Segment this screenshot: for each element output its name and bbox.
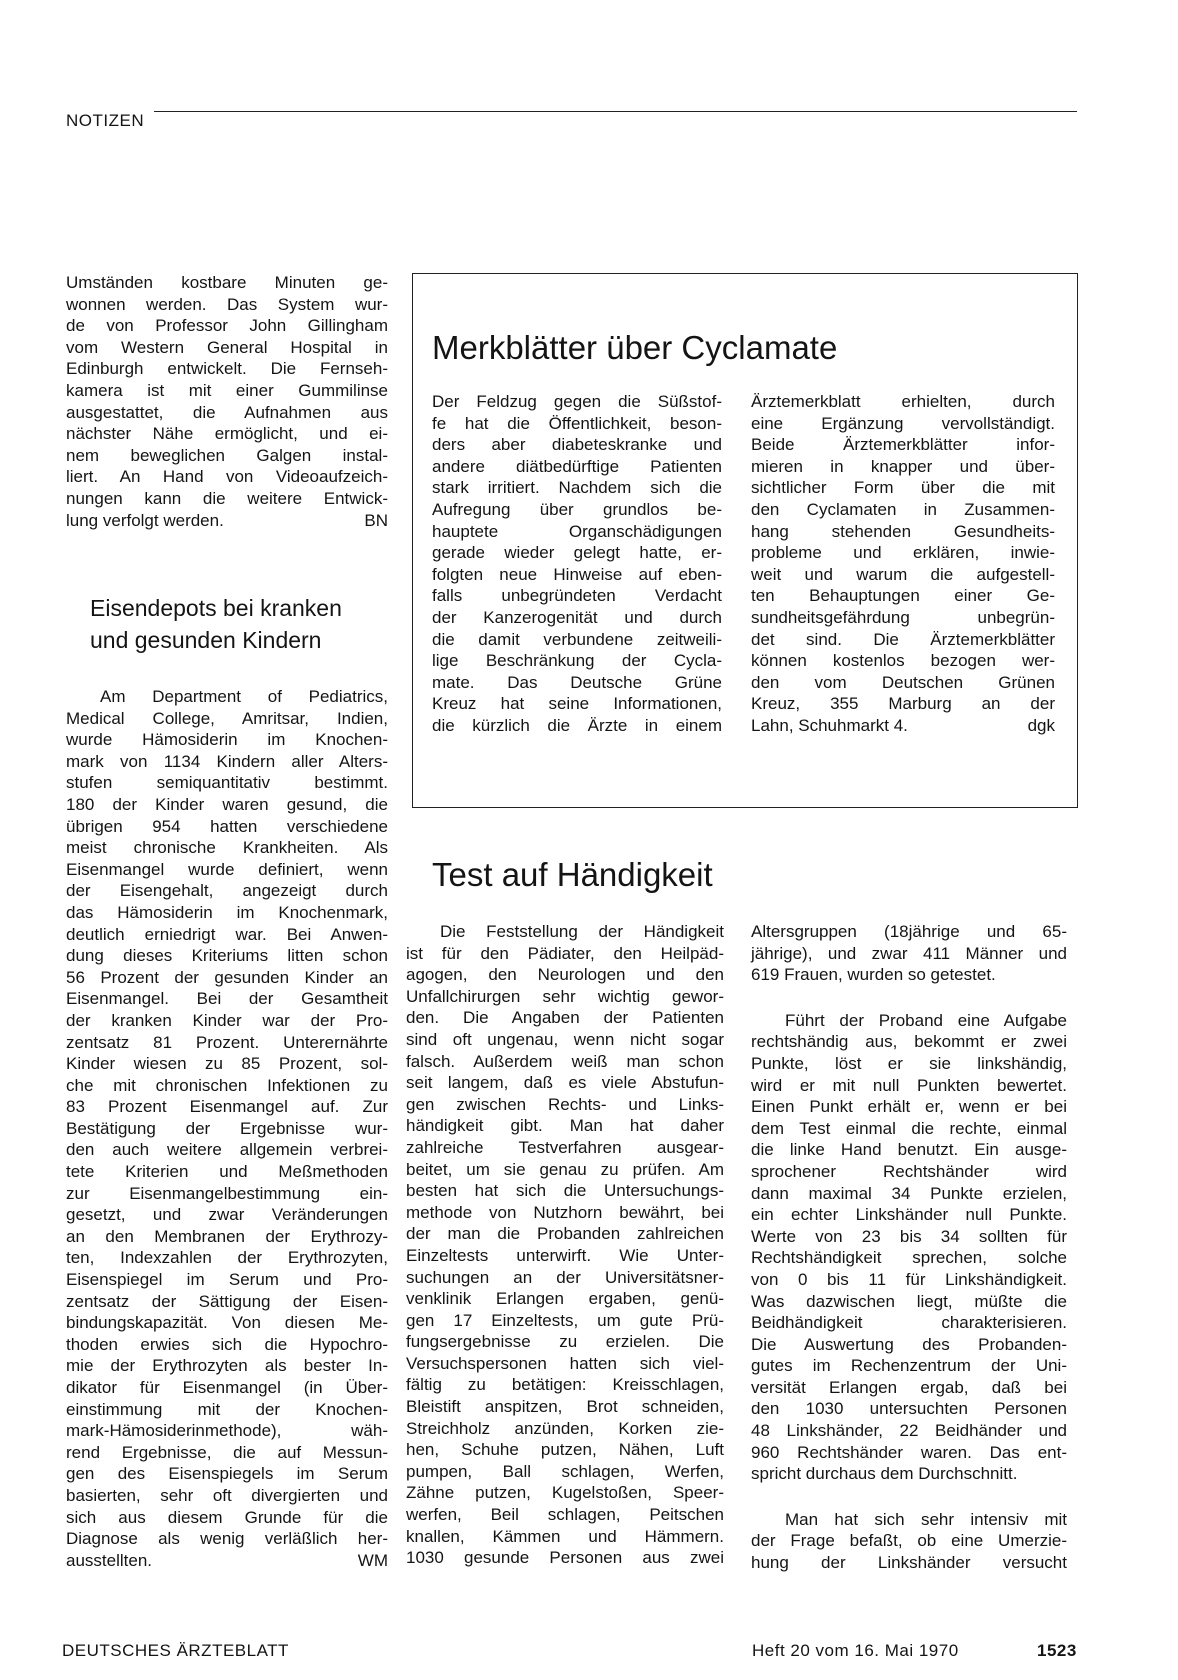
text-line: Eisenmangel. Bei der Gesamtheit [66, 989, 388, 1009]
text-line: de von Professor John Gillingham [66, 316, 388, 336]
text-line: zahlreiche Testverfahren ausgear- [406, 1137, 724, 1157]
cyclamate-title: Merkblätter über Cyclamate [432, 329, 838, 366]
text-line: mieren in knapper und über- [751, 456, 1055, 476]
text-line: fungsergebnisse zu erzielen. Die [406, 1332, 724, 1352]
text-line: sichtlicher Form über die mit [751, 478, 1055, 498]
text-line: von 0 bis 11 für Linkshändigkeit. [751, 1269, 1067, 1289]
haendigkeit-col2-para2 [751, 1010, 1067, 1485]
text-line: Beidhändigkeit charakterisieren. [751, 1313, 1067, 1333]
text-line: rend Ergebnisse, die auf Messun- [66, 1442, 388, 1462]
text-line: Die Feststellung der Händigkeit [440, 922, 724, 941]
text-line: sind oft ungenau, wenn nicht sogar [406, 1029, 724, 1049]
text-line: ist für den Pädiater, den Heilpäd- [406, 943, 724, 963]
haendigkeit-col2-para3 [751, 1509, 1067, 1574]
footer-issue: Heft 20 vom 16. Mai 1970 [752, 1641, 959, 1660]
text-line: den auch weitere allgemein verbrei- [66, 1140, 388, 1160]
text-line: der Frage befaßt, ob eine Umerzie- [751, 1531, 1067, 1551]
text-line: nungen kann die weitere Entwick- [66, 488, 388, 508]
text-line: ausgestattet, die Aufnahmen aus [66, 402, 388, 422]
eisendepots-lines [66, 686, 388, 1550]
text-line: versität Erlangen ergab, daß bei [751, 1377, 1067, 1397]
text-line: mie der Erythrozyten als bester In- [66, 1356, 388, 1376]
text-line: basierten, sehr oft divergierten und [66, 1485, 388, 1505]
text-line: einstimmung mit der Knochen- [66, 1399, 388, 1419]
text-line: dann maximal 34 Punkte erzielen, [751, 1183, 1067, 1203]
text-line: gesetzt, und zwar Veränderungen [66, 1205, 388, 1225]
text-line: vom Western General Hospital in [66, 337, 388, 357]
text-line: knallen, Kämmen und Hämmern. [406, 1526, 724, 1546]
text-line: rechtshändig aus, bekommt er zwei [751, 1032, 1067, 1052]
intro-last-line [66, 510, 388, 532]
text-line: 48 Linkshänder, 22 Beidhänder und [751, 1421, 1067, 1441]
text-line: gerade wieder gelegt hatte, er- [432, 543, 722, 563]
intro-paragraph [66, 272, 388, 531]
text-line: sprochener Rechtshänder wird [751, 1161, 1067, 1181]
text-line: probleme und erklären, inwie- [751, 543, 1055, 563]
text-line: hung der Linkshänder versucht [751, 1553, 1067, 1573]
text-line: Ärztemerkblatt erhielten, durch [751, 392, 1055, 411]
text-line: hauptete Organschädigungen [432, 521, 722, 541]
text-line: den Cyclamaten in Zusammen- [751, 499, 1055, 519]
intro-signature: BN [364, 510, 388, 530]
text-line: meist chronische Krankheiten. Als [66, 838, 388, 858]
text-line: Eisenmangel wurde definiert, wenn [66, 859, 388, 879]
text-line: 1030 gesunde Personen aus zwei [406, 1548, 724, 1568]
text-line: pumpen, Ball schlagen, Werfen, [406, 1461, 724, 1481]
text-line: falsch. Außerdem weiß man schon [406, 1051, 724, 1071]
text-line: Aufregung über grundlos be- [432, 499, 722, 519]
text-line: Einzeltests unterwirft. Wie Unter- [406, 1245, 724, 1265]
text-line: stufen semiquantitativ bestimmt. [66, 773, 388, 793]
text-line: nem beweglichen Galgen instal- [66, 445, 388, 465]
haendigkeit-col1 [406, 921, 724, 1569]
text-line: lige Beschränkung der Cycla- [432, 651, 722, 671]
text-line: der Eisengehalt, angezeigt durch [66, 881, 388, 901]
text-line: Kreuz, 355 Marburg an der [751, 694, 1055, 714]
text-line: ein echter Linkshänder null Punkte. [751, 1205, 1067, 1225]
text-line: mate. Das Deutsche Grüne [432, 672, 722, 692]
article-title-eisendepots [90, 592, 390, 656]
text-line: nächster Nähe ermöglicht, und ei- [66, 424, 388, 444]
text-line: fältig zu betätigen: Kreisschlagen, [406, 1375, 724, 1395]
text-line: mark von 1134 Kindern aller Alters- [66, 751, 388, 771]
text-line: ten, Indexzahlen der Erythrozyten, [66, 1248, 388, 1268]
text-line: Werte von 23 bis 34 sollten für [751, 1226, 1067, 1246]
text-line: Umständen kostbare Minuten ge- [66, 273, 388, 292]
text-line: 960 Rechtshänder waren. Das ent- [751, 1442, 1067, 1462]
text-line: gutes im Rechenzentrum der Uni- [751, 1356, 1067, 1376]
text-line: der man die Probanden zahlreichen [406, 1224, 724, 1244]
text-line: Bleistift anspitzen, Brot schneiden, [406, 1397, 724, 1417]
text-line: stark irritiert. Nachdem sich die [432, 478, 722, 498]
text-line: beitet, um sie genau zu prüfen. Am [406, 1159, 724, 1179]
text-line: wird er mit null Punkten bewertet. [751, 1075, 1067, 1095]
text-line: seit langem, daß es viele Abstufun- [406, 1073, 724, 1093]
text-line: mark-Hämosiderinmethode), wäh- [66, 1421, 388, 1441]
eisendepots-final-text: ausstellten. [66, 1550, 152, 1570]
text-line: übrigen 954 hatten verschiedene [66, 816, 388, 836]
text-line: thoden erwies sich die Hypochro- [66, 1334, 388, 1354]
section-label: NOTIZEN [66, 111, 145, 130]
text-line: Man hat sich sehr intensiv mit [785, 1509, 1067, 1529]
text-line: zentsatz 81 Prozent. Unterernährte [66, 1032, 388, 1052]
text-line: dikator für Eisenmangel (in Über- [66, 1378, 388, 1397]
text-line: die linke Hand benutzt. Ein ausge- [751, 1140, 1067, 1160]
text-line: Am Department of Pediatrics, [100, 687, 388, 706]
text-line: kamera ist mit einer Gummilinse [66, 380, 388, 400]
text-line: ders aber diabeteskranke und [432, 435, 722, 455]
text-line: Altersgruppen (18jährige und 65- [751, 922, 1067, 941]
cyclamate-col1-lines [432, 391, 722, 737]
text-line: falls unbegründeten Verdacht [432, 586, 722, 606]
text-line: wurde Hämosiderin im Knochen- [66, 730, 388, 750]
text-line: sich aus diesem Grunde für die [66, 1507, 388, 1527]
text-line: Rechtshändigkeit sprechen, solche [751, 1248, 1067, 1268]
text-line: zur Eisenmangelbestimmung ein- [66, 1183, 388, 1203]
text-line: gen 17 Einzeltests, um gute Prü- [406, 1310, 724, 1330]
text-line: der Kanzerogenität und durch [432, 607, 722, 627]
text-line: die damit verbundene zeitweili- [432, 629, 722, 649]
text-line: 619 Frauen, wurden so getestet. [751, 965, 996, 985]
text-line: che mit chronischen Infektionen zu [66, 1075, 388, 1095]
text-line: deutlich erniedrigt war. Bei Anwen- [66, 924, 388, 944]
text-line: 56 Prozent der gesunden Kinder an [66, 967, 388, 987]
text-line: fe hat die Öffentlichkeit, beson- [432, 413, 722, 433]
text-line: ten Behauptungen einer Ge- [751, 586, 1055, 606]
text-line: bindungskapazität. Von diesen Me- [66, 1313, 388, 1333]
footer-page-number: 1523 [1037, 1641, 1077, 1660]
left-column [66, 272, 388, 531]
text-line: Führt der Proband eine Aufgabe [785, 1010, 1067, 1030]
eisendepots-last-line [66, 1550, 388, 1572]
text-line: gen zwischen Rechts- und Links- [406, 1094, 724, 1114]
text-line: besten hat sich die Untersuchungs- [406, 1181, 724, 1201]
haendigkeit-col1-lines [406, 921, 724, 1569]
text-line: Medical College, Amritsar, Indien, [66, 708, 388, 728]
article-title-line2: und gesunden Kindern [90, 627, 322, 653]
text-line: venklinik Erlangen ergaben, genü- [406, 1289, 724, 1309]
text-line: tete Kriterien und Meßmethoden [66, 1162, 388, 1182]
text-line: agogen, den Neurologen und den [406, 965, 724, 985]
text-line: der kranken Kinder war der Pro- [66, 1010, 388, 1030]
text-line: Beide Ärztemerkblätter infor- [751, 435, 1055, 455]
text-line: liert. An Hand von Videoaufzeich- [66, 467, 388, 487]
text-line: den 1030 untersuchten Personen [751, 1399, 1067, 1419]
text-line: Versuchspersonen hatten sich viel- [406, 1353, 724, 1373]
haendigkeit-col2 [751, 921, 1067, 1574]
text-line: suchungen an der Universitätsner- [406, 1267, 724, 1287]
text-line: 180 der Kinder waren gesund, die [66, 794, 388, 814]
text-line: eine Ergänzung vervollständigt. [751, 413, 1055, 433]
cyclamate-final-text: Lahn, Schuhmarkt 4. [751, 715, 908, 735]
text-line: folgten neue Hinweise auf eben- [432, 564, 722, 584]
text-line: die kürzlich die Ärzte in einem [432, 715, 722, 735]
text-line: Kreuz hat seine Informationen, [432, 694, 722, 714]
haendigkeit-title: Test auf Händigkeit [432, 856, 713, 893]
text-line: dung dieses Kriteriums litten schon [66, 946, 388, 966]
text-line: 83 Prozent Eisenmangel auf. Zur [66, 1097, 388, 1117]
text-line: können kostenlos bezogen wer- [751, 651, 1055, 671]
cyclamate-col1 [432, 391, 722, 737]
haendigkeit-col2-para1 [751, 921, 1067, 986]
text-line: Bestätigung der Ergebnisse wur- [66, 1118, 388, 1138]
text-line: sundheitsgefährdung unbegrün- [751, 607, 1055, 627]
text-line: wonnen werden. Das System wur- [66, 294, 388, 314]
article-title-line1: Eisendepots bei kranken [90, 595, 342, 621]
text-line: Edinburgh entwickelt. Die Fernseh- [66, 359, 388, 379]
text-line: werfen, Beil schlagen, Peitschen [406, 1505, 724, 1525]
intro-final-text: lung verfolgt werden. [66, 510, 224, 530]
text-line: Einen Punkt erhält er, wenn er bei [751, 1097, 1067, 1117]
cyclamate-col2 [751, 391, 1055, 737]
footer-publication: DEUTSCHES ÄRZTEBLATT [62, 1641, 289, 1660]
cyclamate-last-line [751, 715, 1055, 737]
text-line: Diagnose als wenig verläßlich her- [66, 1529, 388, 1549]
text-line: den vom Deutschen Grünen [751, 672, 1055, 692]
text-line: andere diätbedürftige Patienten [432, 456, 722, 476]
text-line: das Hämosiderin im Knochenmark, [66, 902, 388, 922]
cyclamate-signature: dgk [1027, 715, 1055, 735]
text-line: Eisenspiegel im Serum und Pro- [66, 1270, 388, 1290]
text-line: Punkte, löst er sie linkshändig, [751, 1053, 1067, 1073]
text-line: zentsatz der Sättigung der Eisen- [66, 1291, 388, 1311]
text-line: methode von Nutzhorn bewährt, bei [406, 1202, 724, 1222]
text-line: weit und warum die aufgestell- [751, 564, 1055, 584]
text-line: jährige), und zwar 411 Männer und [751, 943, 1067, 963]
text-line: Kinder wiesen zu 85 Prozent, sol- [66, 1054, 388, 1074]
text-line: det sind. Die Ärztemerkblätter [751, 629, 1055, 649]
text-line: Unfallchirurgen sehr wichtig gewor- [406, 986, 724, 1006]
text-line: hen, Schuhe putzen, Nähen, Luft [406, 1440, 724, 1460]
text-line: hang stehenden Gesundheits- [751, 521, 1055, 541]
text-line: an den Membranen der Erythrozy- [66, 1226, 388, 1246]
eisendepots-body [66, 686, 388, 1571]
header-rule [154, 111, 1077, 112]
text-line: händigkeit gibt. Man hat daher [406, 1116, 724, 1136]
intro-lines [66, 272, 388, 510]
text-line: den. Die Angaben der Patienten [406, 1008, 724, 1028]
text-line: gen des Eisenspiegels im Serum [66, 1464, 388, 1484]
text-line: dem Test einmal die rechte, einmal [751, 1118, 1067, 1138]
text-line: Die Auswertung des Probanden- [751, 1334, 1067, 1354]
text-line: spricht durchaus dem Durchschnitt. [751, 1464, 1018, 1484]
text-line: Der Feldzug gegen die Süßstof- [432, 392, 722, 411]
text-line: Was dazwischen liegt, müßte die [751, 1291, 1067, 1311]
eisendepots-signature: WM [357, 1550, 388, 1570]
cyclamate-col2-lines [751, 391, 1055, 715]
text-line: Zähne putzen, Kugelstoßen, Speer- [406, 1483, 724, 1503]
text-line: Streichholz anzünden, Korken zie- [406, 1418, 724, 1438]
